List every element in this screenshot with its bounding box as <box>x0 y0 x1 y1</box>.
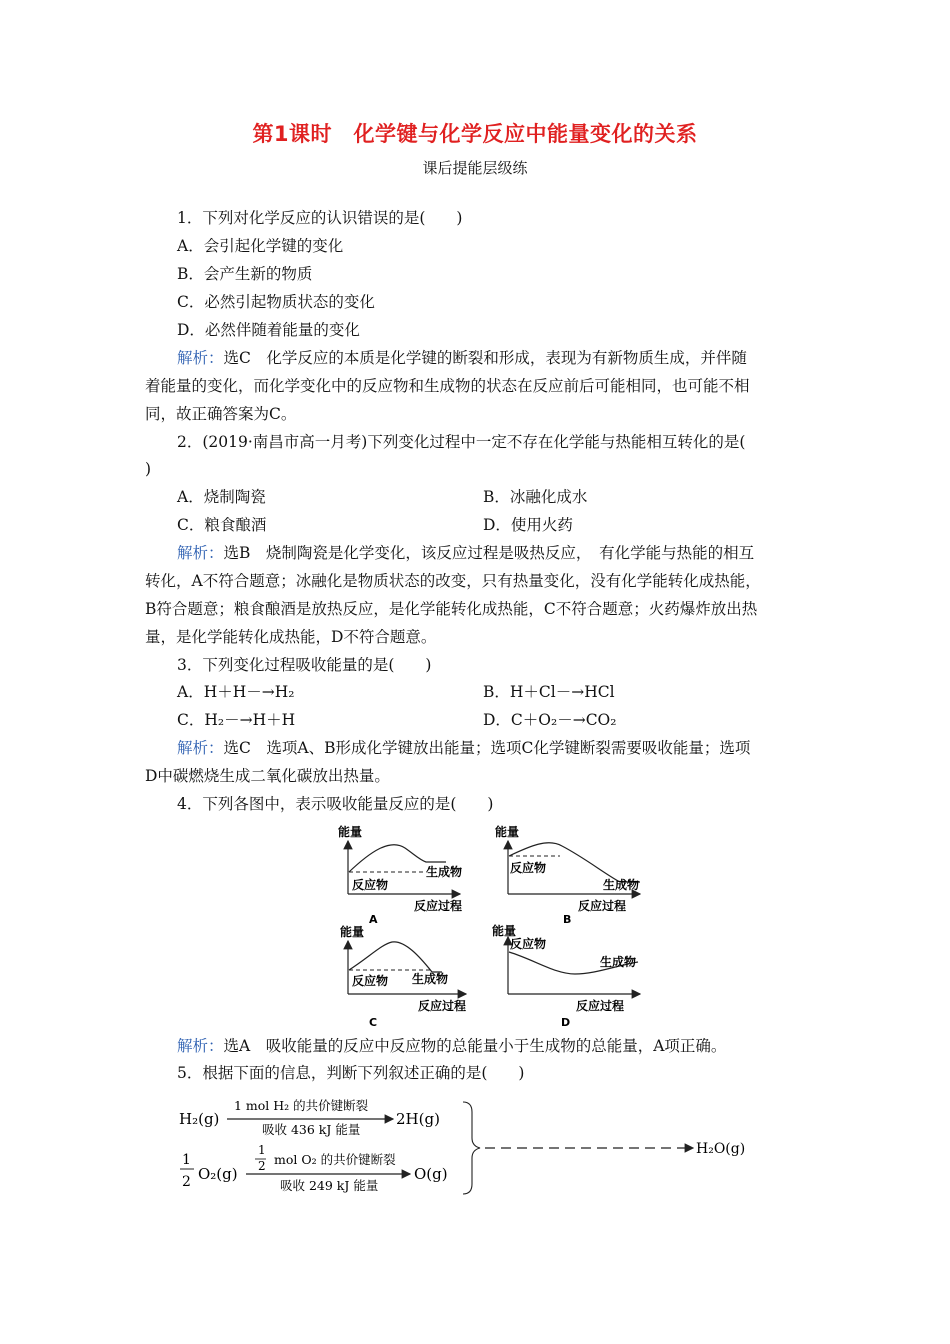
diagram-c-product: 生成物 <box>412 972 449 986</box>
right-brace <box>463 1102 480 1194</box>
question-2-analysis-line: 转化，A不符合题意；冰融化是物质状态的改变，只有热量变化，没有化学能转化成热能， <box>145 572 761 590</box>
diagram-a-x-label: 反应过程 <box>414 899 463 913</box>
question-2-analysis-line: B符合题意；粮食酿酒是放热反应，是化学能转化成热能，C不符合题意；火药爆炸放出热 <box>145 600 758 618</box>
bond-energy-scheme <box>0 1090 950 1200</box>
question-3-stem: 3．下列变化过程吸收能量的是( ) <box>177 656 432 674</box>
question-2-stem-cont: ) <box>145 460 152 478</box>
question-1-analysis-line: 着能量的变化，而化学变化中的反应物和生成物的状态在反应前后可能相同，也可能不相 <box>145 377 750 395</box>
diagram-d-x-label: 反应过程 <box>576 999 625 1013</box>
question-1-analysis-line: 同，故正确答案为C。 <box>145 405 297 423</box>
question-3-analysis-line: D中碳燃烧生成二氧化碳放出热量。 <box>145 767 390 785</box>
question-3-option-a: A．H＋H－→H₂ <box>177 683 295 701</box>
o2-coef-den: 2 <box>182 1174 191 1190</box>
question-1-option-b: B．会产生新的物质 <box>177 265 313 283</box>
o2-reactant: O₂(g) <box>198 1165 238 1183</box>
diagram-c-label: C <box>369 1016 378 1029</box>
question-2-analysis-line: 量，是化学能转化成热能，D不符合题意。 <box>145 628 437 646</box>
diagram-a-label: A <box>369 913 378 926</box>
diagram-c-y-label: 能量 <box>340 925 365 939</box>
o2-arrow-bottom: 吸收 249 kJ 能量 <box>280 1178 379 1193</box>
diagram-b-reactant: 反应物 <box>510 861 547 875</box>
diagram-d-product: 生成物 <box>600 955 637 969</box>
diagram-b-y-label: 能量 <box>495 825 520 839</box>
h2-arrow-top: 1 mol H₂ 的共价键断裂 <box>234 1098 369 1113</box>
diagram-c-reactant: 反应物 <box>352 974 389 988</box>
water-product: H₂O(g) <box>696 1141 746 1157</box>
question-3-option-d: D．C＋O₂－→CO₂ <box>483 711 617 729</box>
energy-diagrams-figure <box>0 822 950 1032</box>
question-1-analysis <box>177 348 747 368</box>
diagram-b-product: 生成物 <box>603 878 640 892</box>
diagram-d-label: D <box>561 1016 571 1029</box>
page-title: 第1课时 化学键与化学反应中能量变化的关系 <box>252 122 698 146</box>
question-2-option-d: D．使用火药 <box>483 516 573 534</box>
question-3-option-c: C．H₂－→H＋H <box>177 711 296 729</box>
question-1-option-a: A．会引起化学键的变化 <box>177 237 344 255</box>
question-1-stem: 1．下列对化学反应的认识错误的是( ) <box>177 209 463 227</box>
analysis-label: 解析： <box>177 349 224 367</box>
diagram-b-label: B <box>563 913 572 926</box>
analysis-text: 选B 烧制陶瓷是化学变化，该反应过程是吸热反应， 有化学能与热能的相互 <box>223 544 755 562</box>
analysis-label: 解析： <box>177 1037 224 1055</box>
h2-product: 2H(g) <box>396 1110 440 1128</box>
question-3-analysis <box>177 738 750 758</box>
analysis-label: 解析： <box>177 544 224 562</box>
question-2-analysis <box>177 543 754 563</box>
o2-top-num: 1 <box>258 1143 266 1157</box>
h2-reactant: H₂(g) <box>179 1110 220 1128</box>
o2-coef-num: 1 <box>182 1152 191 1168</box>
analysis-text: 选A 吸收能量的反应中反应物的总能量小于生成物的总能量，A项正确。 <box>223 1037 727 1055</box>
diagram-a-product: 生成物 <box>426 865 463 879</box>
question-3-option-b: B．H＋Cl－→HCl <box>483 683 615 701</box>
question-2-option-b: B．冰融化成水 <box>483 488 588 506</box>
page-subtitle: 课后提能层级练 <box>422 159 528 177</box>
question-1-option-c: C．必然引起物质状态的变化 <box>177 293 375 311</box>
question-2-stem: 2．(2019·南昌市高一月考)下列变化过程中一定不存在化学能与热能相互转化的是( <box>177 433 746 451</box>
diagram-c-x-label: 反应过程 <box>418 999 467 1013</box>
o2-arrow-top: mol O₂ 的共价键断裂 <box>274 1152 396 1167</box>
o2-top-den: 2 <box>258 1159 266 1173</box>
h2-arrow-bottom: 吸收 436 kJ 能量 <box>262 1122 361 1137</box>
analysis-text: 选C 选项A、B形成化学键放出能量；选项C化学键断裂需要吸收能量；选项 <box>223 739 751 757</box>
analysis-label: 解析： <box>177 739 224 757</box>
question-2-option-a: A．烧制陶瓷 <box>177 488 266 506</box>
energy-curve <box>349 942 442 972</box>
question-4-analysis <box>177 1036 726 1056</box>
question-4-stem: 4．下列各图中，表示吸收能量反应的是( ) <box>177 795 494 813</box>
diagram-d-y-label: 能量 <box>492 924 517 938</box>
diagram-a-y-label: 能量 <box>338 825 363 839</box>
diagram-b-x-label: 反应过程 <box>578 899 627 913</box>
diagram-a-reactant: 反应物 <box>352 878 389 892</box>
o2-product: O(g) <box>414 1165 448 1183</box>
diagram-d-reactant: 反应物 <box>510 937 547 951</box>
question-2-option-c: C．粮食酿酒 <box>177 516 267 534</box>
analysis-text: 选C 化学反应的本质是化学键的断裂和形成，表现为有新物质生成，并伴随 <box>223 349 747 367</box>
question-1-option-d: D．必然伴随着能量的变化 <box>177 321 360 339</box>
question-5-stem: 5．根据下面的信息，判断下列叙述正确的是( ) <box>177 1064 525 1082</box>
